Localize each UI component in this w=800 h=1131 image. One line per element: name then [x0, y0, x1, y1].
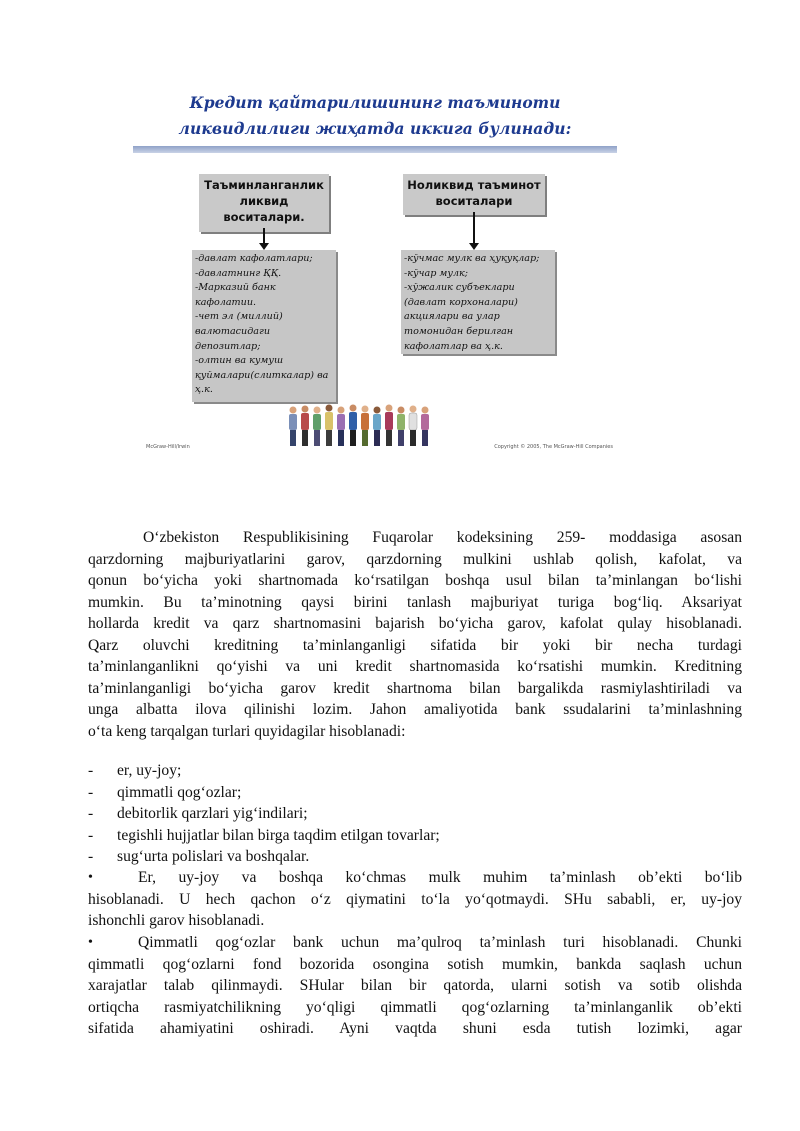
list-marker: - [88, 762, 94, 779]
list-marker: - [88, 826, 94, 844]
text-line: sifatida ahamiyatini oshiradi. Ayni vaqtda shuni esda tutish lozimki, agar [88, 1020, 742, 1037]
illiquid-collateral-heading [403, 174, 545, 215]
list-item: -хўжалик субъеклари [404, 282, 515, 294]
heading-line: Таъминланганлик [204, 178, 324, 192]
list-item [88, 782, 742, 804]
list-item: -Марказий банк [195, 282, 276, 294]
title-rule [133, 146, 617, 153]
list-marker: - [88, 805, 94, 822]
text-line-content: Qimmatli qog‘ozlar bank uchun ma’qulroq ta’minlash turi hisoblanadi. Chunki [138, 934, 742, 951]
text-line: hisoblanadi. U hech qachon o‘z qiymatini to‘la yo‘qotmaydi. SHu sababli, er, uy-joy [88, 890, 742, 908]
list-item: томонидан берилган [404, 325, 514, 337]
heading-line: Ноликвид таъминот [407, 178, 541, 192]
list-item: депозитлар; [195, 340, 261, 352]
list-item: кафолатлар ва ҳ.к. [404, 340, 503, 352]
list-item: кафолатии. [195, 296, 257, 308]
arrow-down-icon [263, 228, 265, 244]
slide-figure [133, 82, 617, 454]
text-line-content: Er, uy-joy va boshqa ko‘chmas mulk muhim ta’minlash ob’ekti bo‘lib [138, 869, 742, 886]
list-item [88, 846, 742, 868]
list-item-text: debitorlik qarzlari yig‘indilari; [117, 805, 308, 822]
list-item: қуймалари(слиткалар) ва [195, 369, 329, 381]
text-line: mumkin. Bu ta’minotning qaysi birini tanlash majburiyat turiga bog‘liq. Aksariyat [88, 593, 742, 611]
text-line [88, 867, 742, 889]
slide-title-line-2: ликвидлилиги жиҳатда иккига булинади: [178, 119, 572, 138]
collateral-types-list [88, 760, 742, 868]
slide-title [133, 90, 617, 142]
text-line: qarzdorning majburiyatlarini garov, qarzdorning mulkini ushlab qolish, kafolat, va [88, 550, 742, 568]
list-item-text: er, uy-joy; [117, 762, 182, 779]
text-line [88, 932, 742, 954]
arrow-down-icon [473, 212, 475, 244]
liquid-collateral-heading [199, 174, 329, 232]
bullet-icon: • [88, 870, 93, 885]
list-item: -кўчмас мулк ва ҳуқуқлар; [404, 253, 540, 264]
text-line: hollarda kredit va qarz shartnomasini bajarish bo‘yicha garov, kafolat qulay hisoblanadi. [88, 615, 742, 632]
list-item: -давлатнинг ҚҚ. [195, 267, 282, 279]
text-line: ta’minlanganligi bo‘yicha garov kredit shartnoma bilan bargalikda rasmiylashtiriladi va [88, 679, 742, 697]
slide-title-line-1: Кредит қайтарилишининг таъминоти [189, 93, 561, 112]
list-item: -олтин ва кумуш [195, 355, 284, 367]
slide-footer-copyright: Copyright © 2005, The McGraw-Hill Companies [494, 444, 613, 450]
text-line: o‘ta keng tarqalgan turlari quyidagilar hisoblanadi: [88, 722, 406, 740]
bullet-icon: • [88, 935, 93, 950]
heading-line: воситалари [435, 194, 513, 208]
list-item-text: tegishli hujjatlar bilan birga taqdim etilgan tovarlar; [117, 826, 440, 844]
list-item [88, 825, 742, 847]
list-item: -кўчар мулк; [404, 267, 469, 279]
people-group-icon [285, 402, 437, 450]
text-line: ortiqcha rasmiyatchilikning yo‘qligi qimmatli qog‘ozlarning ta’minlanganlik ob’ekti [88, 998, 742, 1016]
text-line: ishonchli garov hisoblanadi. [88, 912, 265, 929]
slide-footer-publisher: McGraw-Hill/Irwin [146, 444, 190, 450]
list-item-text: qimmatli qog‘ozlar; [117, 783, 242, 801]
heading-line: воситалари. [223, 210, 305, 224]
heading-line: ликвид [239, 194, 289, 208]
list-item [88, 760, 742, 782]
text-line: O‘zbekiston Respublikisining Fuqarolar kodeksining 259- moddasiga asosan [143, 529, 742, 546]
text-line: qimmatli qog‘ozlarni fond bozorida osongina sotish mumkin, bankda saqlash uchun [88, 955, 742, 973]
list-marker: - [88, 783, 94, 801]
list-item: ҳ.к. [195, 384, 213, 396]
list-item: -давлат кафолатлари; [195, 253, 313, 264]
list-item: валютасидаги [195, 325, 271, 337]
bullet-paragraph-securities [88, 932, 742, 1040]
text-line: Qarz oluvchi kreditning ta’minlanganligi sifatida bir yoki bir necha turdagi [88, 636, 742, 654]
list-item-text: sug‘urta polislari va boshqalar. [117, 848, 310, 865]
text-line: xarajatlar talab qilinmaydi. SHular bilan bir qatorda, ularni sotish va sotib olishda [88, 977, 742, 994]
list-marker: - [88, 848, 94, 865]
bullet-paragraph-real-estate [88, 867, 742, 932]
list-item: (давлат корхоналари) [404, 296, 518, 308]
list-item: акциялари ва улар [404, 311, 500, 323]
illiquid-collateral-list [401, 250, 555, 354]
list-item: -чет эл (миллий) [195, 311, 283, 323]
text-line: qonun bo‘yicha yoki shartnomada ko‘rsatilgan boshqa usul bilan ta’minlangan bo‘lishi [88, 572, 742, 589]
liquid-collateral-list [192, 250, 336, 402]
list-item [88, 803, 742, 825]
text-line: ta’minlanganlikni qo‘yishi va uni kredit shartnomasida ko‘rsatishi mumkin. Kreditning [88, 658, 742, 675]
main-paragraph [88, 527, 742, 742]
text-line: unga albatta ilova qilinishi lozim. Jahon amaliyotida bank ssudalarini ta’minlashning [88, 701, 742, 718]
